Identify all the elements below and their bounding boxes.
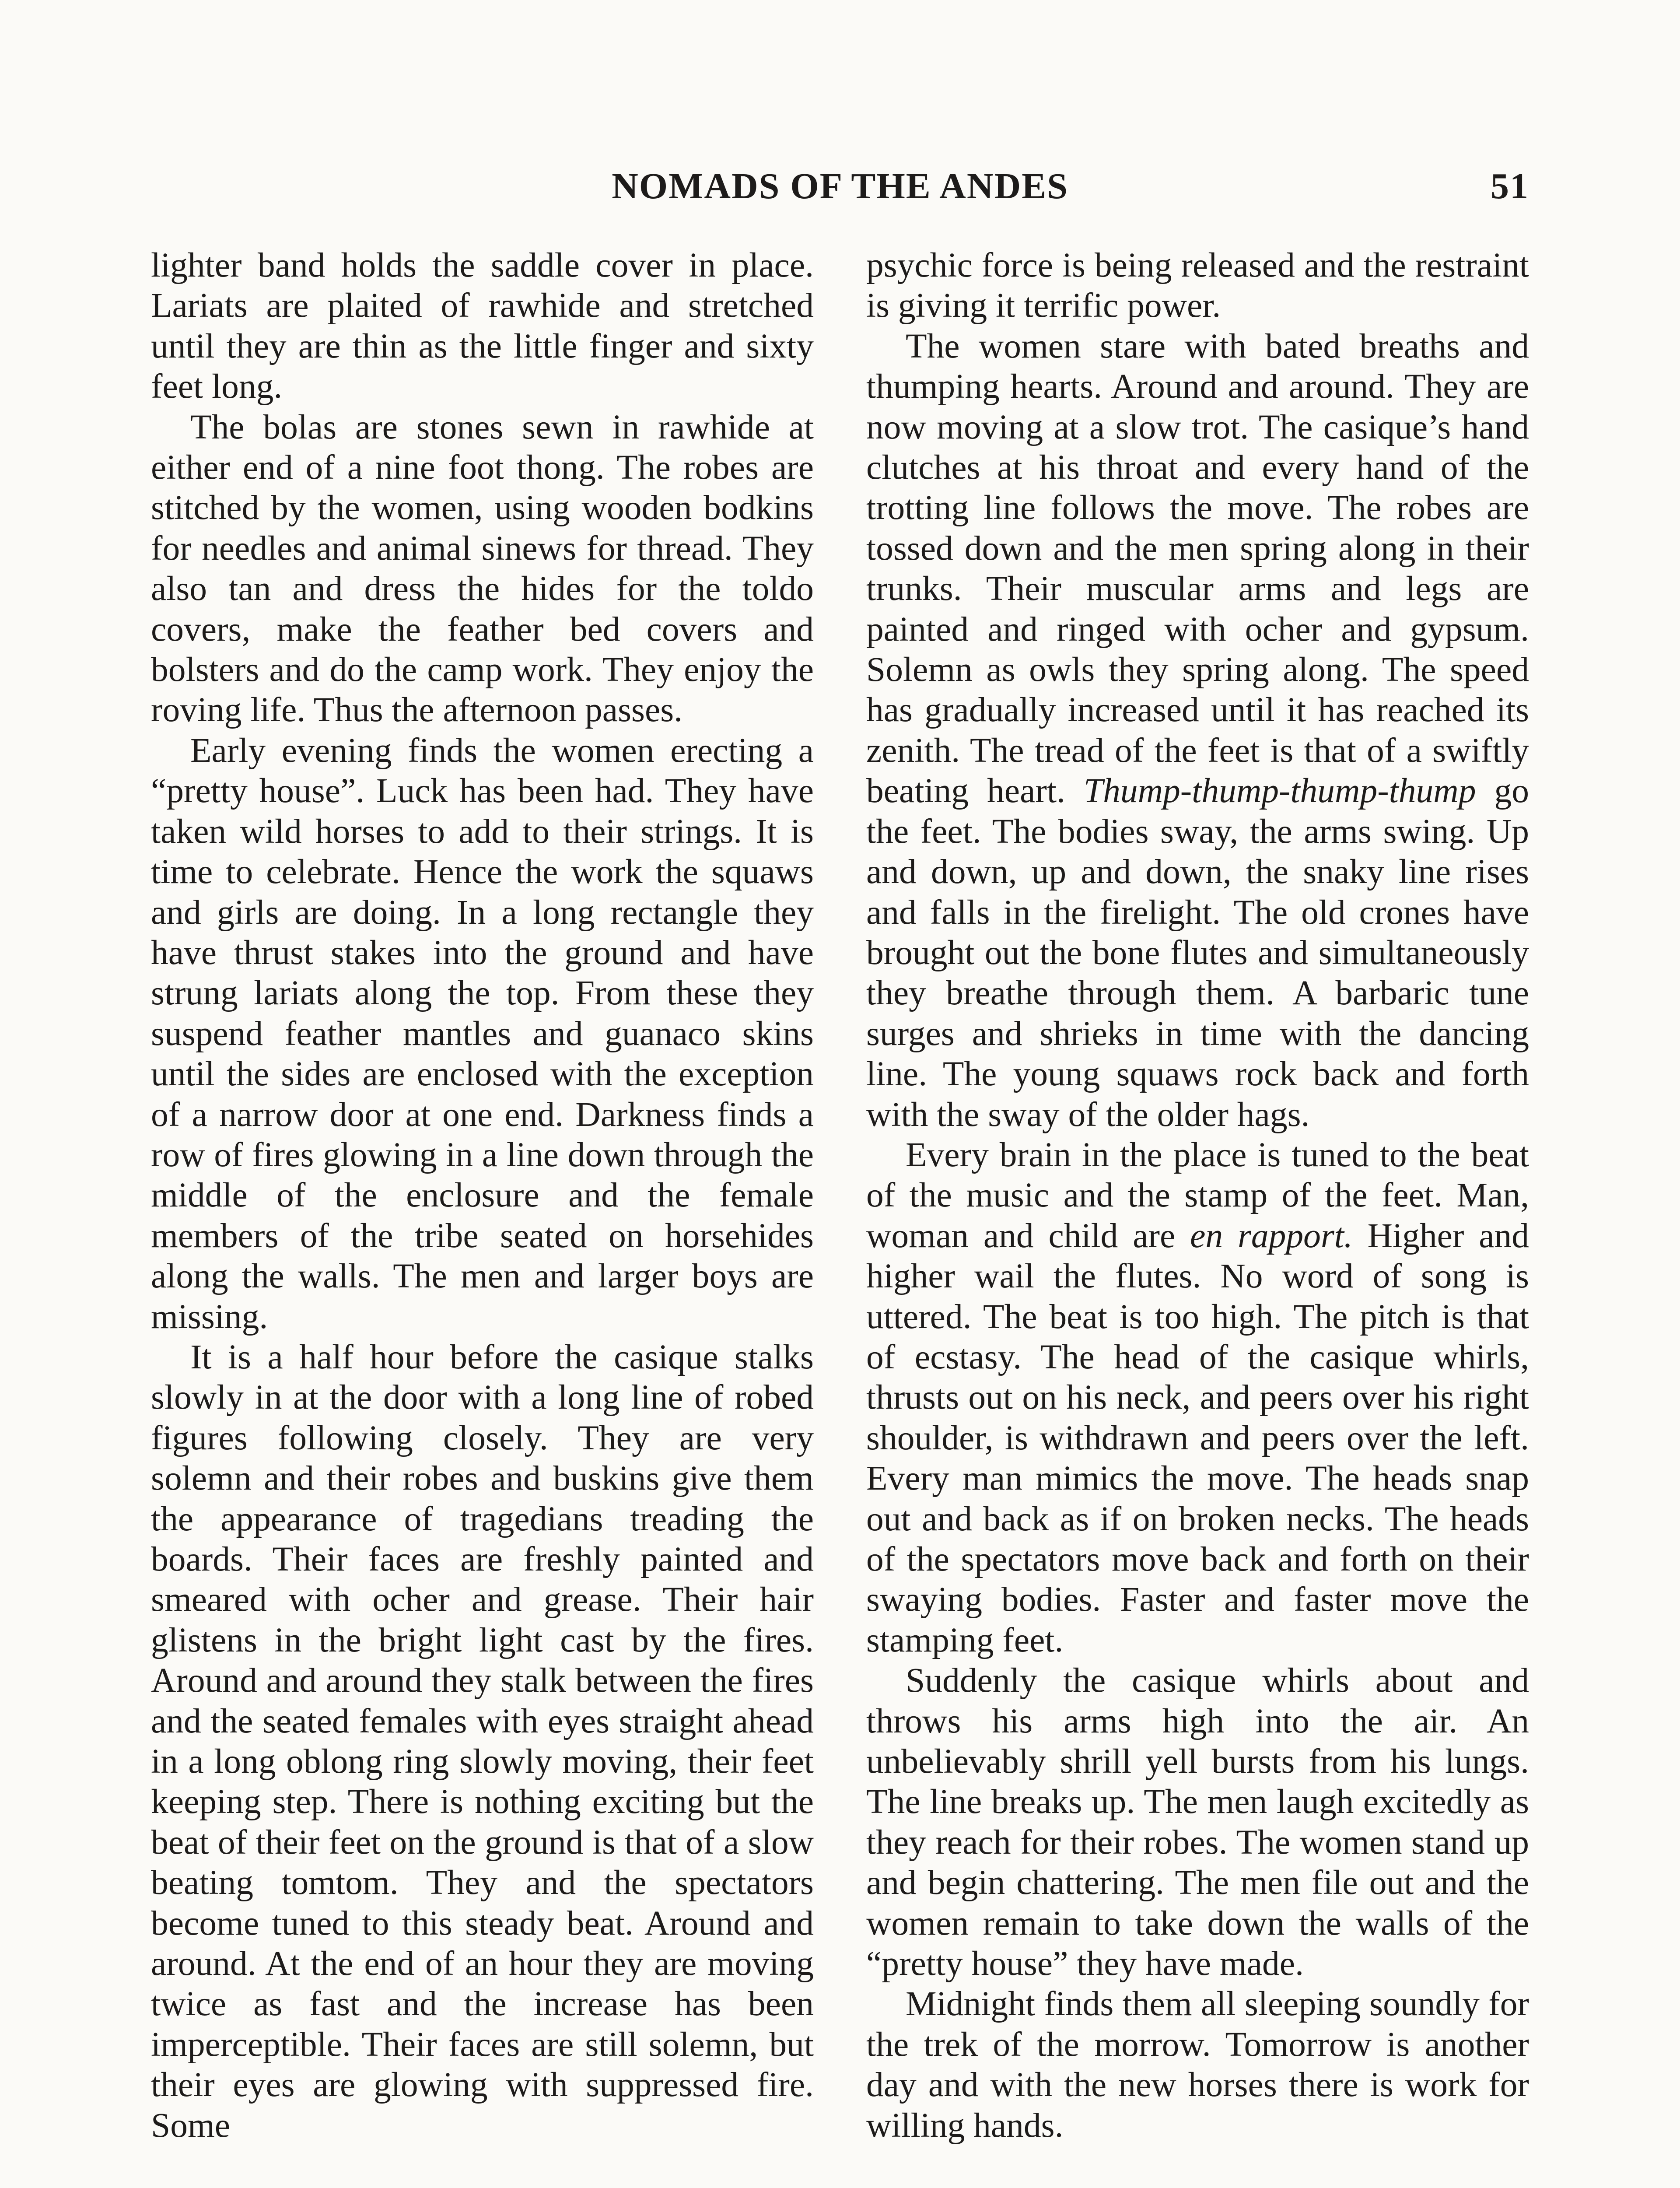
paragraph: psychic force is being released and the restraint is giving it terrific power. — [866, 246, 1529, 325]
left-column — [151, 245, 814, 2146]
page-header — [151, 158, 1529, 214]
paragraph-text: Higher and higher wail the flutes. No word of song is uttered. The beat is too high. The pitch is that of ecstasy. The head of the casique whirls, thrusts out on his neck, and peers over his right shoulder, is withdrawn and peers over the left. Every man mimics the move. The heads snap out and back as if on broken necks. The heads of the spectators move back and forth on their swaying bodies. Faster and faster move the stamping feet. — [866, 1216, 1530, 1659]
running-head: NOMADS OF THE ANDES — [612, 165, 1068, 207]
right-column — [866, 245, 1529, 2146]
paragraph: Early evening finds the women erecting a “pretty house”. Luck has been had. They have taken wild horses to add to their strings. It is time to celebrate. Hence the work the squaws and girls are doing. In a long rectangle they have thrust stakes into the ground and have strung lariats along the top. From these they suspend feather mantles and guanaco skins until the sides are enclosed with the exception of a narrow door at one end. Darkness finds a row of fires glowing in a line down through the middle of the enclosure and the female members of the tribe seated on horsehides along the walls. The men and larger boys are missing. — [151, 731, 814, 1336]
page-number: 51 — [1491, 165, 1529, 207]
paragraph: lighter band holds the saddle cover in place. Lariats are plaited of rawhide and stretched until they are thin as the little finger and sixty feet long. — [151, 246, 814, 406]
paragraph: It is a half hour before the casique stalks slowly in at the door with a long line of robed figures following closely. They are very solemn and their robes and buskins give them the appearance of tragedians treading the boards. Their faces are freshly painted and smeared with ocher and grease. Their hair glistens in the bright light cast by the fires. Around and around they stalk between the fires and the seated females with eyes straight ahead in a long oblong ring slowly moving, their feet keeping step. There is nothing exciting but the beat of their feet on the ground is that of a slow beating tomtom. They and the spectators become tuned to this steady beat. Around and around. At the end of an hour they are moving twice as fast and the increase has been imperceptible. Their faces are still solemn, but their eyes are glowing with suppressed fire. Some — [151, 1337, 814, 2145]
paragraph: Midnight finds them all sleeping soundly for the trek of the morrow. Tomorrow is another day and with the new horses there is work for willing hands. — [866, 1985, 1529, 2145]
paragraph: Suddenly the casique whirls about and throws his arms high into the air. An unbelievably shrill yell bursts from his lungs. The line breaks up. The men laugh excitedly as they reach for their robes. The women stand up and begin chattering. The men file out and the women remain to take down the walls of the “pretty house” they have made. — [866, 1661, 1529, 1983]
paragraph — [866, 326, 1529, 1135]
paragraph: The bolas are stones sewn in rawhide at either end of a nine foot thong. The robes are stitched by the women, using wooden bodkins for needles and animal sinews for thread. They also tan and dress the hides for the toldo covers, make the feather bed covers and bolsters and do the camp work. They enjoy the roving life. Thus the afternoon passes. — [151, 407, 814, 729]
italic-phrase: Thump-thump-thump-thump — [1083, 771, 1476, 810]
paragraph-text: Every brain in the place is tuned to the beat of the music and the stamp of the feet. Man, woman and child are — [866, 1135, 1529, 1255]
paragraph — [866, 1135, 1529, 1660]
paragraph-text: The women stare with bated breaths and thumping hearts. Around and around. They are now moving at a slow trot. The casique’s hand clutches at his throat and every hand of the trotting line follows the move. The robes are tossed down and the men spring along in their trunks. Their muscular arms and legs are painted and ringed with ocher and gypsum. Solemn as owls they spring along. The speed has gradually increased until it has reached its zenith. The tread of the feet is that of a swiftly beating heart. — [866, 326, 1529, 810]
paragraph-text: go the feet. The bodies sway, the arms swing. Up and down, up and down, the snaky line rises and falls in the firelight. The old crones have brought out the bone flutes and simultaneously they breathe through them. A barbaric tune surges and shrieks in time with the dancing line. The young squaws rock back and forth with the sway of the older hags. — [866, 771, 1530, 1134]
italic-phrase: en rapport. — [1190, 1216, 1353, 1255]
